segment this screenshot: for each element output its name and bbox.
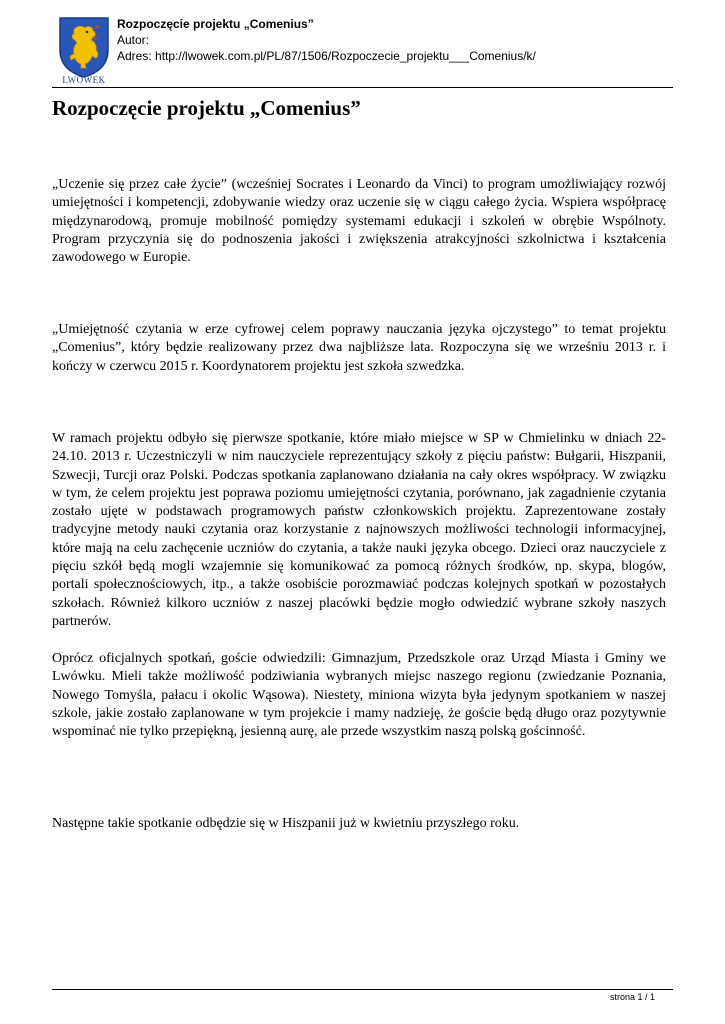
article-paragraph-4: Oprócz oficjalnych spotkań, goście odwiedzili: Gimnazjum, Przedszkole oraz Urząd Miasta i Gminy we Lwówku. Mieli także możliwość podziwiania wybranych miejsc naszego regionu (zwiedzanie Poznania, Nowego Tomyśla, pałacu i okolic Wąsowa). Niestety, miniona wizyta była jedynym spotkaniem w naszej szkole, jakie zostało zaplanowane w tym projekcie i mamy nadzieję, że goście będą długo oraz pozytywnie wspominać nie tylko przepiękną, jesienną aurę, ale przede wszystkim naszą polską gościnność. (52, 651, 666, 740)
page-number: strona 1 / 1 (609, 992, 655, 1002)
article-heading: Rozpoczęcie projektu „Comenius” (52, 96, 361, 120)
article-paragraph-3: W ramach projektu odbyło się pierwsze spotkanie, które miało miejsce w SP w Chmielinku w dniach 22-24.10. 2013 r. Uczestniczyli w nim nauczyciele reprezentujący szkoły z pięciu państw: Bułgarii, Hiszpanii, Szwecji, Turcji oraz Polski. Podczas spotkania zaplanowano działania na cały okres współpracy. W związku w tym, że celem projektu jest poprawa poziomu umiejętności czytania, porównano, jak zagadnienie czytania zostało ujęte w podstawach programowych państw członkowskich projektu. Zaprezentowane zostały tradycyjne metody nauki czytania oraz korzystanie z najnowszych możliwości technologii informacyjnej, które mają na celu zachęcenie uczniów do czytania, a także nauki języka obcego. Dzieci oraz nauczyciele z pięciu szkół będą mogli wzajemnie się komunikować za pomocą różnych środków, np. skypa, blogów, portali społecznościowych, itp., a także osobiście porozmawiać podczas kolejnych spotkań w pozostałych szkołach. Również kilkoro uczniów z naszej placówki będzie mogło odwiedzić wybrane szkoły naszych partnerów. (52, 431, 666, 629)
article-paragraph-5: Następne takie spotkanie odbędzie się w Hiszpanii już w kwietniu przyszłego roku. (52, 816, 520, 831)
header-address: Adres: http://lwowek.com.pl/PL/87/1506/Rozpoczecie_projektu___Comenius/k/ (117, 49, 536, 63)
document-header (52, 12, 673, 88)
article-paragraph-2: „Umiejętność czytania w erze cyfrowej celem poprawy nauczania języka ojczystego” to temat projektu „Comenius”, który będzie realizowany przez dwa najbliższe lata. Rozpoczyna się we wrześniu 2013 r. i kończy w czerwcu 2015 r. Koordynatorem projektu jest szkoła szwedzka. (52, 322, 666, 374)
header-divider (52, 87, 673, 88)
footer-divider (52, 989, 673, 990)
header-title: Rozpoczęcie projektu „Comenius” (117, 17, 314, 31)
document-meta (117, 16, 536, 64)
logo-caption: LWÓWEK (62, 75, 106, 85)
crest-shield-icon (58, 16, 110, 78)
header-author: Autor: (117, 33, 150, 47)
article-paragraph-1: „Uczenie się przez całe życie” (wcześniej Socrates i Leonardo da Vinci) to program umożliwiający rozwój umiejętności i kompetencji, zdobywanie wiedzy oraz uczenie się w ciągu całego życia. Wspiera współpracę międzynarodową, promuje mobilność pomiędzy systemami edukacji i szkoleń w obrębie Wspólnoty. Program przyczynia się do podnoszenia jakości i zwiększenia atrakcyjności szkolnictwa i kształcenia zawodowego w Europie. (52, 177, 666, 266)
